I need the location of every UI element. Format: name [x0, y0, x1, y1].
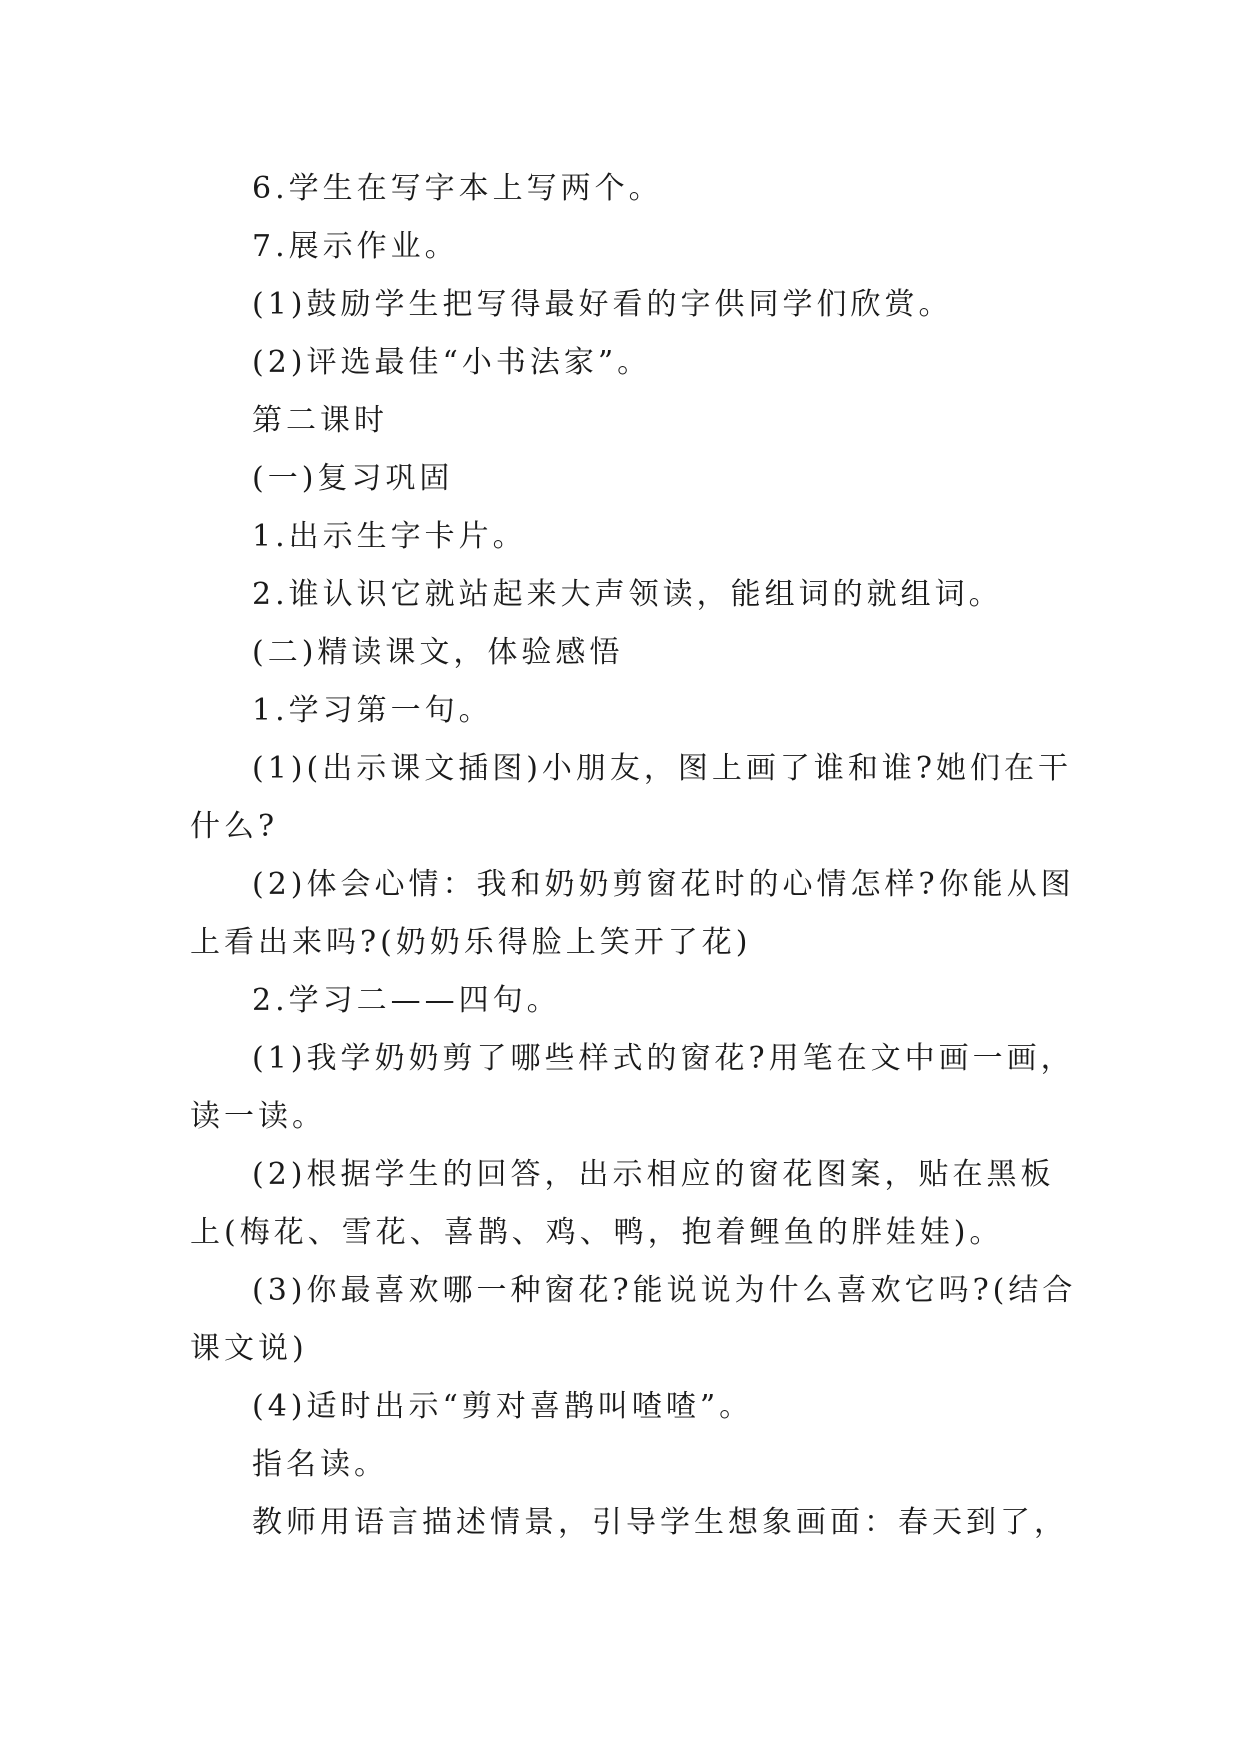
text-line: 什么? — [190, 809, 279, 844]
text-line: (1)(出示课文插图)小朋友，图上画了谁和谁?她们在干 — [252, 751, 1072, 786]
text-line: (2)体会心情：我和奶奶剪窗花时的心情怎样?你能从图 — [252, 867, 1075, 902]
text-line: (3)你最喜欢哪一种窗花?能说说为什么喜欢它吗?(结合 — [252, 1273, 1077, 1308]
text-line: (1)我学奶奶剪了哪些样式的窗花?用笔在文中画一画， — [252, 1041, 1075, 1076]
text-line: 1.出示生字卡片。 — [252, 519, 527, 554]
text-line: (4)适时出示“剪对喜鹊叫喳喳”。 — [252, 1389, 754, 1424]
text-line: (2)评选最佳“小书法家”。 — [252, 345, 652, 380]
text-line: 上看出来吗?(奶奶乐得脸上笑开了花) — [190, 925, 752, 960]
text-line: 2.谁认识它就站起来大声领读，能组词的就组词。 — [252, 577, 1003, 612]
text-line: 第二课时 — [252, 403, 388, 438]
text-line: (1)鼓励学生把写得最好看的字供同学们欣赏。 — [252, 287, 953, 322]
text-line: 教师用语言描述情景，引导学生想象画面：春天到了， — [252, 1505, 1068, 1540]
text-line: 6.学生在写字本上写两个。 — [252, 171, 663, 206]
text-line: 7.展示作业。 — [252, 229, 459, 264]
text-line: 课文说) — [190, 1331, 308, 1366]
text-line: (2)根据学生的回答，出示相应的窗花图案，贴在黑板 — [252, 1157, 1055, 1192]
text-line: 2.学习二——四句。 — [252, 983, 561, 1018]
text-line: (一)复习巩固 — [252, 461, 454, 496]
document-body — [190, 160, 1077, 1552]
text-line: (二)精读课文，体验感悟 — [252, 635, 624, 670]
text-line: 上(梅花、雪花、喜鹊、鸡、鸭，抱着鲤鱼的胖娃娃)。 — [190, 1215, 1004, 1250]
text-line: 读一读。 — [190, 1099, 326, 1134]
text-line: 指名读。 — [252, 1447, 388, 1482]
text-line: 1.学习第一句。 — [252, 693, 493, 728]
